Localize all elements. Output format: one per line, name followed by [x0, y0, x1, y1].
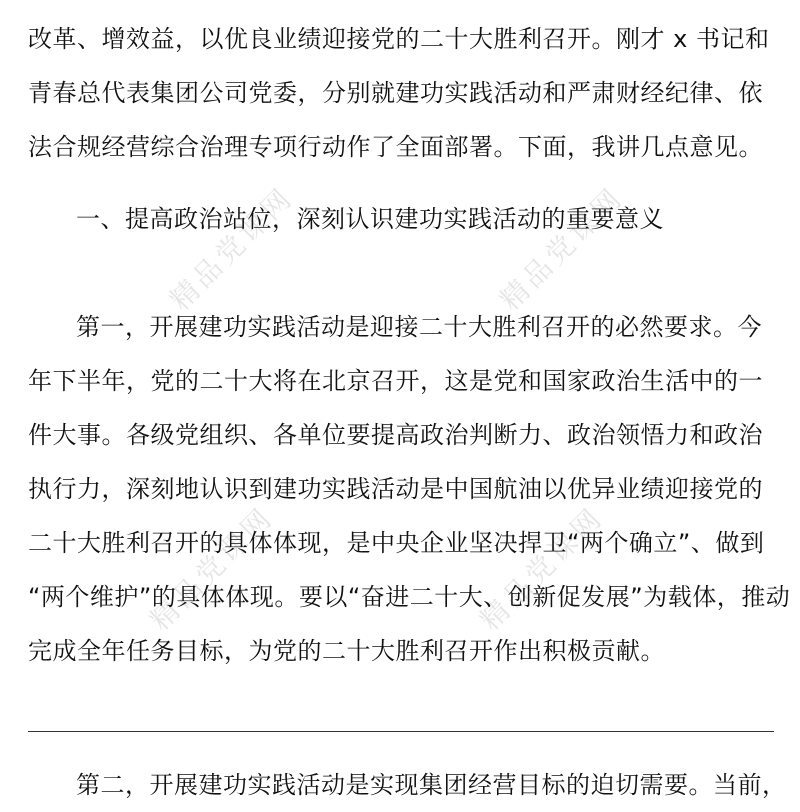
heading-text: 一、提高政治站位，深刻认识建功实践活动的重要意义 — [76, 205, 664, 233]
watermark: 精品党课网 — [143, 500, 281, 637]
text-line: “两个维护”的具体体现。要以“奋进二十大、创新促发展”为载体，推动 — [28, 583, 791, 611]
text-line: 法合规经营综合治理专项行动作了全面部署。下面，我讲几点意见。 — [28, 133, 763, 161]
watermark: 精品党课网 — [473, 500, 611, 637]
section-heading — [28, 192, 780, 246]
paragraph-continued — [28, 12, 780, 174]
text-line: 第一，开展建功实践活动是迎接二十大胜利召开的必然要求。今 — [76, 313, 762, 341]
paragraph-second-point — [28, 758, 787, 812]
text-line: 件大事。各级党组织、各单位要提高政治判断力、政治领悟力和政治 — [28, 421, 763, 449]
watermark: 精品党课网 — [493, 180, 631, 317]
text-line: 改革、增效益，以优良业绩迎接党的二十大胜利召开。刚才 x 书记和 — [28, 25, 770, 53]
text-line: 完成全年任务目标，为党的二十大胜利召开作出积极贡献。 — [28, 637, 665, 665]
horizontal-divider — [28, 731, 774, 732]
text-line: 年下半年，党的二十大将在北京召开，这是党和国家政治生活中的一 — [28, 367, 763, 395]
watermark: 精品党课网 — [163, 180, 301, 317]
text-line: 第二，开展建功实践活动是实现集团经营目标的迫切需要。当前， — [76, 771, 787, 799]
paragraph-first-point — [28, 300, 791, 678]
text-line: 二十大胜利召开的具体体现，是中央企业坚决捍卫“两个确立”、做到 — [28, 529, 765, 557]
text-line: 执行力，深刻地认识到建功实践活动是中国航油以优异业绩迎接党的 — [28, 475, 763, 503]
text-line: 青春总代表集团公司党委，分别就建功实践活动和严肃财经纪律、依 — [28, 79, 763, 107]
